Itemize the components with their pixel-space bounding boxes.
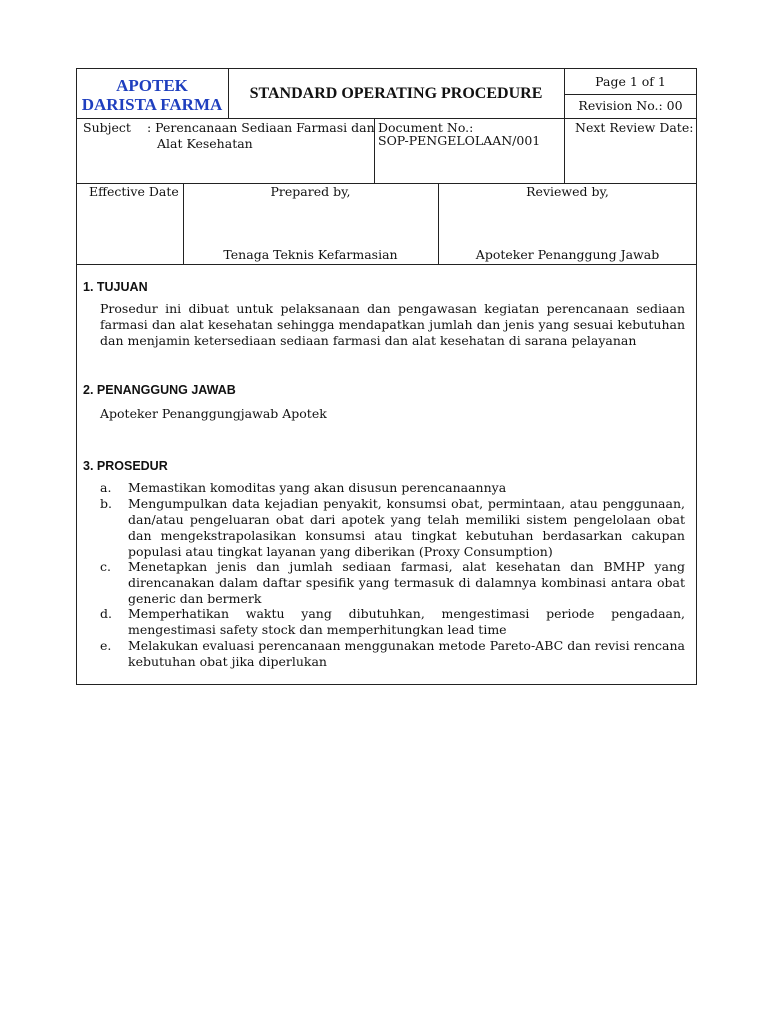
prosedur-item-c-letter: c. <box>100 559 111 574</box>
section-prosedur-heading: 3. PROSEDUR <box>83 459 168 473</box>
section-tujuan-heading: 1. TUJUAN <box>83 280 148 294</box>
document-title: STANDARD OPERATING PROCEDURE <box>249 85 543 102</box>
company-name-line1: APOTEK <box>116 76 188 95</box>
document-no-label: Document No.: <box>378 120 474 135</box>
subject-label: Subject <box>83 120 131 135</box>
prosedur-item-d-letter: d. <box>100 606 112 621</box>
prosedur-item-d-text: Memperhatikan waktu yang dibutuhkan, mengestimasi periode pengadaan, mengestimasi safety stock dan memperhitungkan lead time <box>128 606 685 637</box>
prosedur-item-e-letter: e. <box>100 638 112 653</box>
section-tujuan-body: Prosedur ini dibuat untuk pelaksanaan dan pengawasan kegiatan perencanaan sediaan farmasi dan alat kesehatan sehingga mendapatkan jumlah dan jenis yang sesuai kebutuhan dan menjamin ketersediaan sediaan farmasi dan alat kesehatan di sarana pelayanan <box>100 301 685 348</box>
rule-header-bottom <box>76 118 697 119</box>
revision-number: Revision No.: 00 <box>578 98 683 113</box>
prosedur-item-a-letter: a. <box>100 480 112 495</box>
prosedur-item-b-letter: b. <box>100 496 112 511</box>
prosedur-item-e-text: Melakukan evaluasi perencanaan menggunakan metode Pareto-ABC dan revisi rencana kebutuhan obat jika diperlukan <box>128 638 685 669</box>
company-name <box>76 76 228 114</box>
prepared-by-label: Prepared by, <box>270 184 351 199</box>
section-penanggung-body: Apoteker Penanggungjawab Apotek <box>100 406 327 421</box>
next-review-label: Next Review Date: <box>575 120 694 135</box>
reviewed-by-name: Apoteker Penanggung Jawab <box>475 247 660 262</box>
prosedur-item-c-text: Menetapkan jenis dan jumlah sediaan farmasi, alat kesehatan dan BMHP yang direncanakan dalam daftar spesifik yang termasuk di dalamnya kombinasi antara obat generic dan bermerk <box>128 559 685 606</box>
page-number: Page 1 of 1 <box>595 74 666 89</box>
effective-date-label: Effective Date <box>89 184 179 199</box>
document-no-value: SOP-PENGELOLAAN/001 <box>378 133 541 148</box>
subject-line2: Alat Kesehatan <box>157 136 253 151</box>
prosedur-item-b-text: Mengumpulkan data kejadian penyakit, konsumsi obat, permintaan, atau penggunaan, dan/atau pengeluaran obat dari apotek yang telah memiliki sistem pengelolaan obat dan mengekstrapolasikan konsumsi atau tingkat kebutuhan berdasarkan cakupan populasi atau tingkat layanan yang diberikan (Proxy Consumption) <box>128 496 685 559</box>
prosedur-item-a-text: Memastikan komoditas yang akan disusun perencanaannya <box>128 480 507 495</box>
rule-header-right-split <box>564 94 697 95</box>
section-penanggung-heading: 2. PENANGGUNG JAWAB <box>83 383 236 397</box>
reviewed-by-label: Reviewed by, <box>526 184 609 199</box>
prepared-by-name: Tenaga Teknis Kefarmasian <box>223 247 398 262</box>
rule-signoff-bottom <box>76 264 697 265</box>
subject-line1: : Perencanaan Sediaan Farmasi dan <box>147 120 375 135</box>
company-name-line2: DARISTA FARMA <box>81 95 223 114</box>
